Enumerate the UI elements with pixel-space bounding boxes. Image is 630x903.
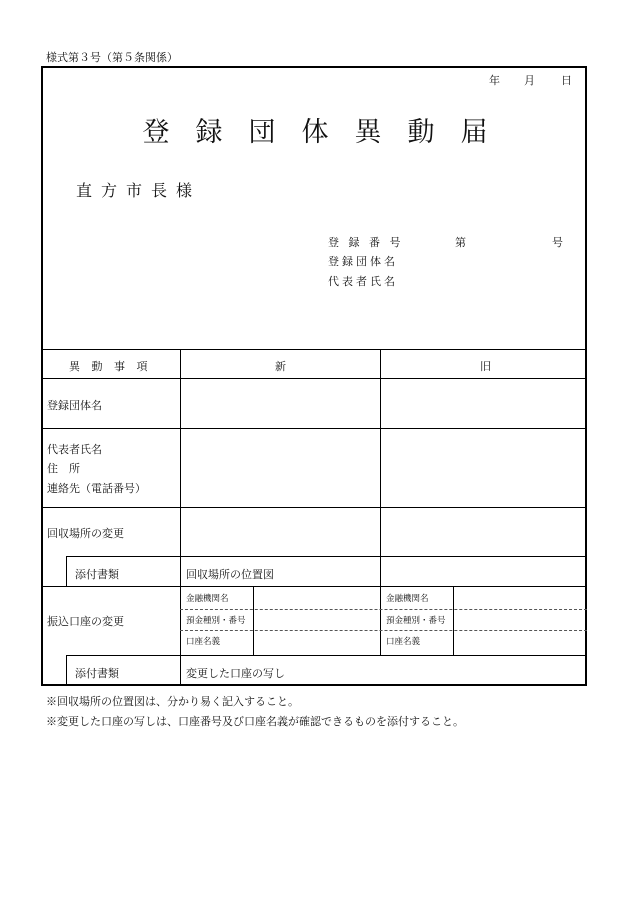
row-collection-change: 回収場所の変更 <box>47 527 124 540</box>
date-month: 月 <box>524 74 535 87</box>
date-year: 年 <box>489 74 500 87</box>
account-subcolumn-divider <box>453 586 454 655</box>
row-divider <box>66 655 587 656</box>
indent-divider <box>66 556 67 586</box>
row-divider <box>41 428 587 429</box>
form-frame <box>41 66 587 686</box>
new-deposit-type: 預金種別・番号 <box>186 616 246 626</box>
account-attachment: 変更した口座の写し <box>186 667 285 680</box>
old-deposit-type: 預金種別・番号 <box>386 616 446 626</box>
row-transfer-change: 振込口座の変更 <box>47 615 124 628</box>
addressee: 直方市長様 <box>76 181 202 200</box>
group-name-label: 登録団体名 <box>328 255 398 268</box>
row-divider <box>66 556 587 557</box>
row-divider <box>41 586 587 587</box>
registration-number-label: 登 録 番 号 <box>328 236 404 249</box>
table-top-border <box>41 349 587 350</box>
header-item: 異 動 事 項 <box>69 360 152 373</box>
column-divider <box>180 349 181 686</box>
row-attachment-label: 添付書類 <box>75 568 119 581</box>
dashed-divider <box>180 609 587 610</box>
header-old: 旧 <box>480 360 491 373</box>
old-bank-name: 金融機関名 <box>386 594 429 604</box>
old-account-holder: 口座名義 <box>386 637 421 647</box>
row-divider <box>41 507 587 508</box>
column-divider <box>380 349 381 586</box>
row-attachment-label: 添付書類 <box>75 667 119 680</box>
account-subcolumn-divider <box>380 586 381 655</box>
row-address: 住 所 <box>47 462 80 475</box>
row-contact: 連絡先（電話番号） <box>47 482 146 495</box>
note-2: ※変更した口座の写しは、口座番号及び口座名義が確認できるものを添付すること。 <box>46 715 464 728</box>
indent-divider <box>66 655 67 686</box>
header-new: 新 <box>275 360 286 373</box>
row-representative: 代表者氏名 <box>47 443 102 456</box>
table-header-border <box>41 378 587 379</box>
date-day: 日 <box>561 74 572 87</box>
note-1: ※回収場所の位置図は、分かり易く記入すること。 <box>46 695 299 708</box>
registration-number-suffix: 号 <box>552 236 563 249</box>
new-bank-name: 金融機関名 <box>186 594 229 604</box>
registration-number-prefix: 第 <box>455 236 466 249</box>
representative-label: 代表者氏名 <box>328 275 398 288</box>
account-subcolumn-divider <box>253 586 254 655</box>
row-group-name: 登録団体名 <box>47 399 102 412</box>
document-title: 登録団体異動届 <box>142 117 514 148</box>
form-number: 様式第３号（第５条関係） <box>46 51 178 64</box>
new-account-holder: 口座名義 <box>186 637 221 647</box>
dashed-divider <box>180 630 587 631</box>
collection-attachment: 回収場所の位置図 <box>186 568 274 581</box>
